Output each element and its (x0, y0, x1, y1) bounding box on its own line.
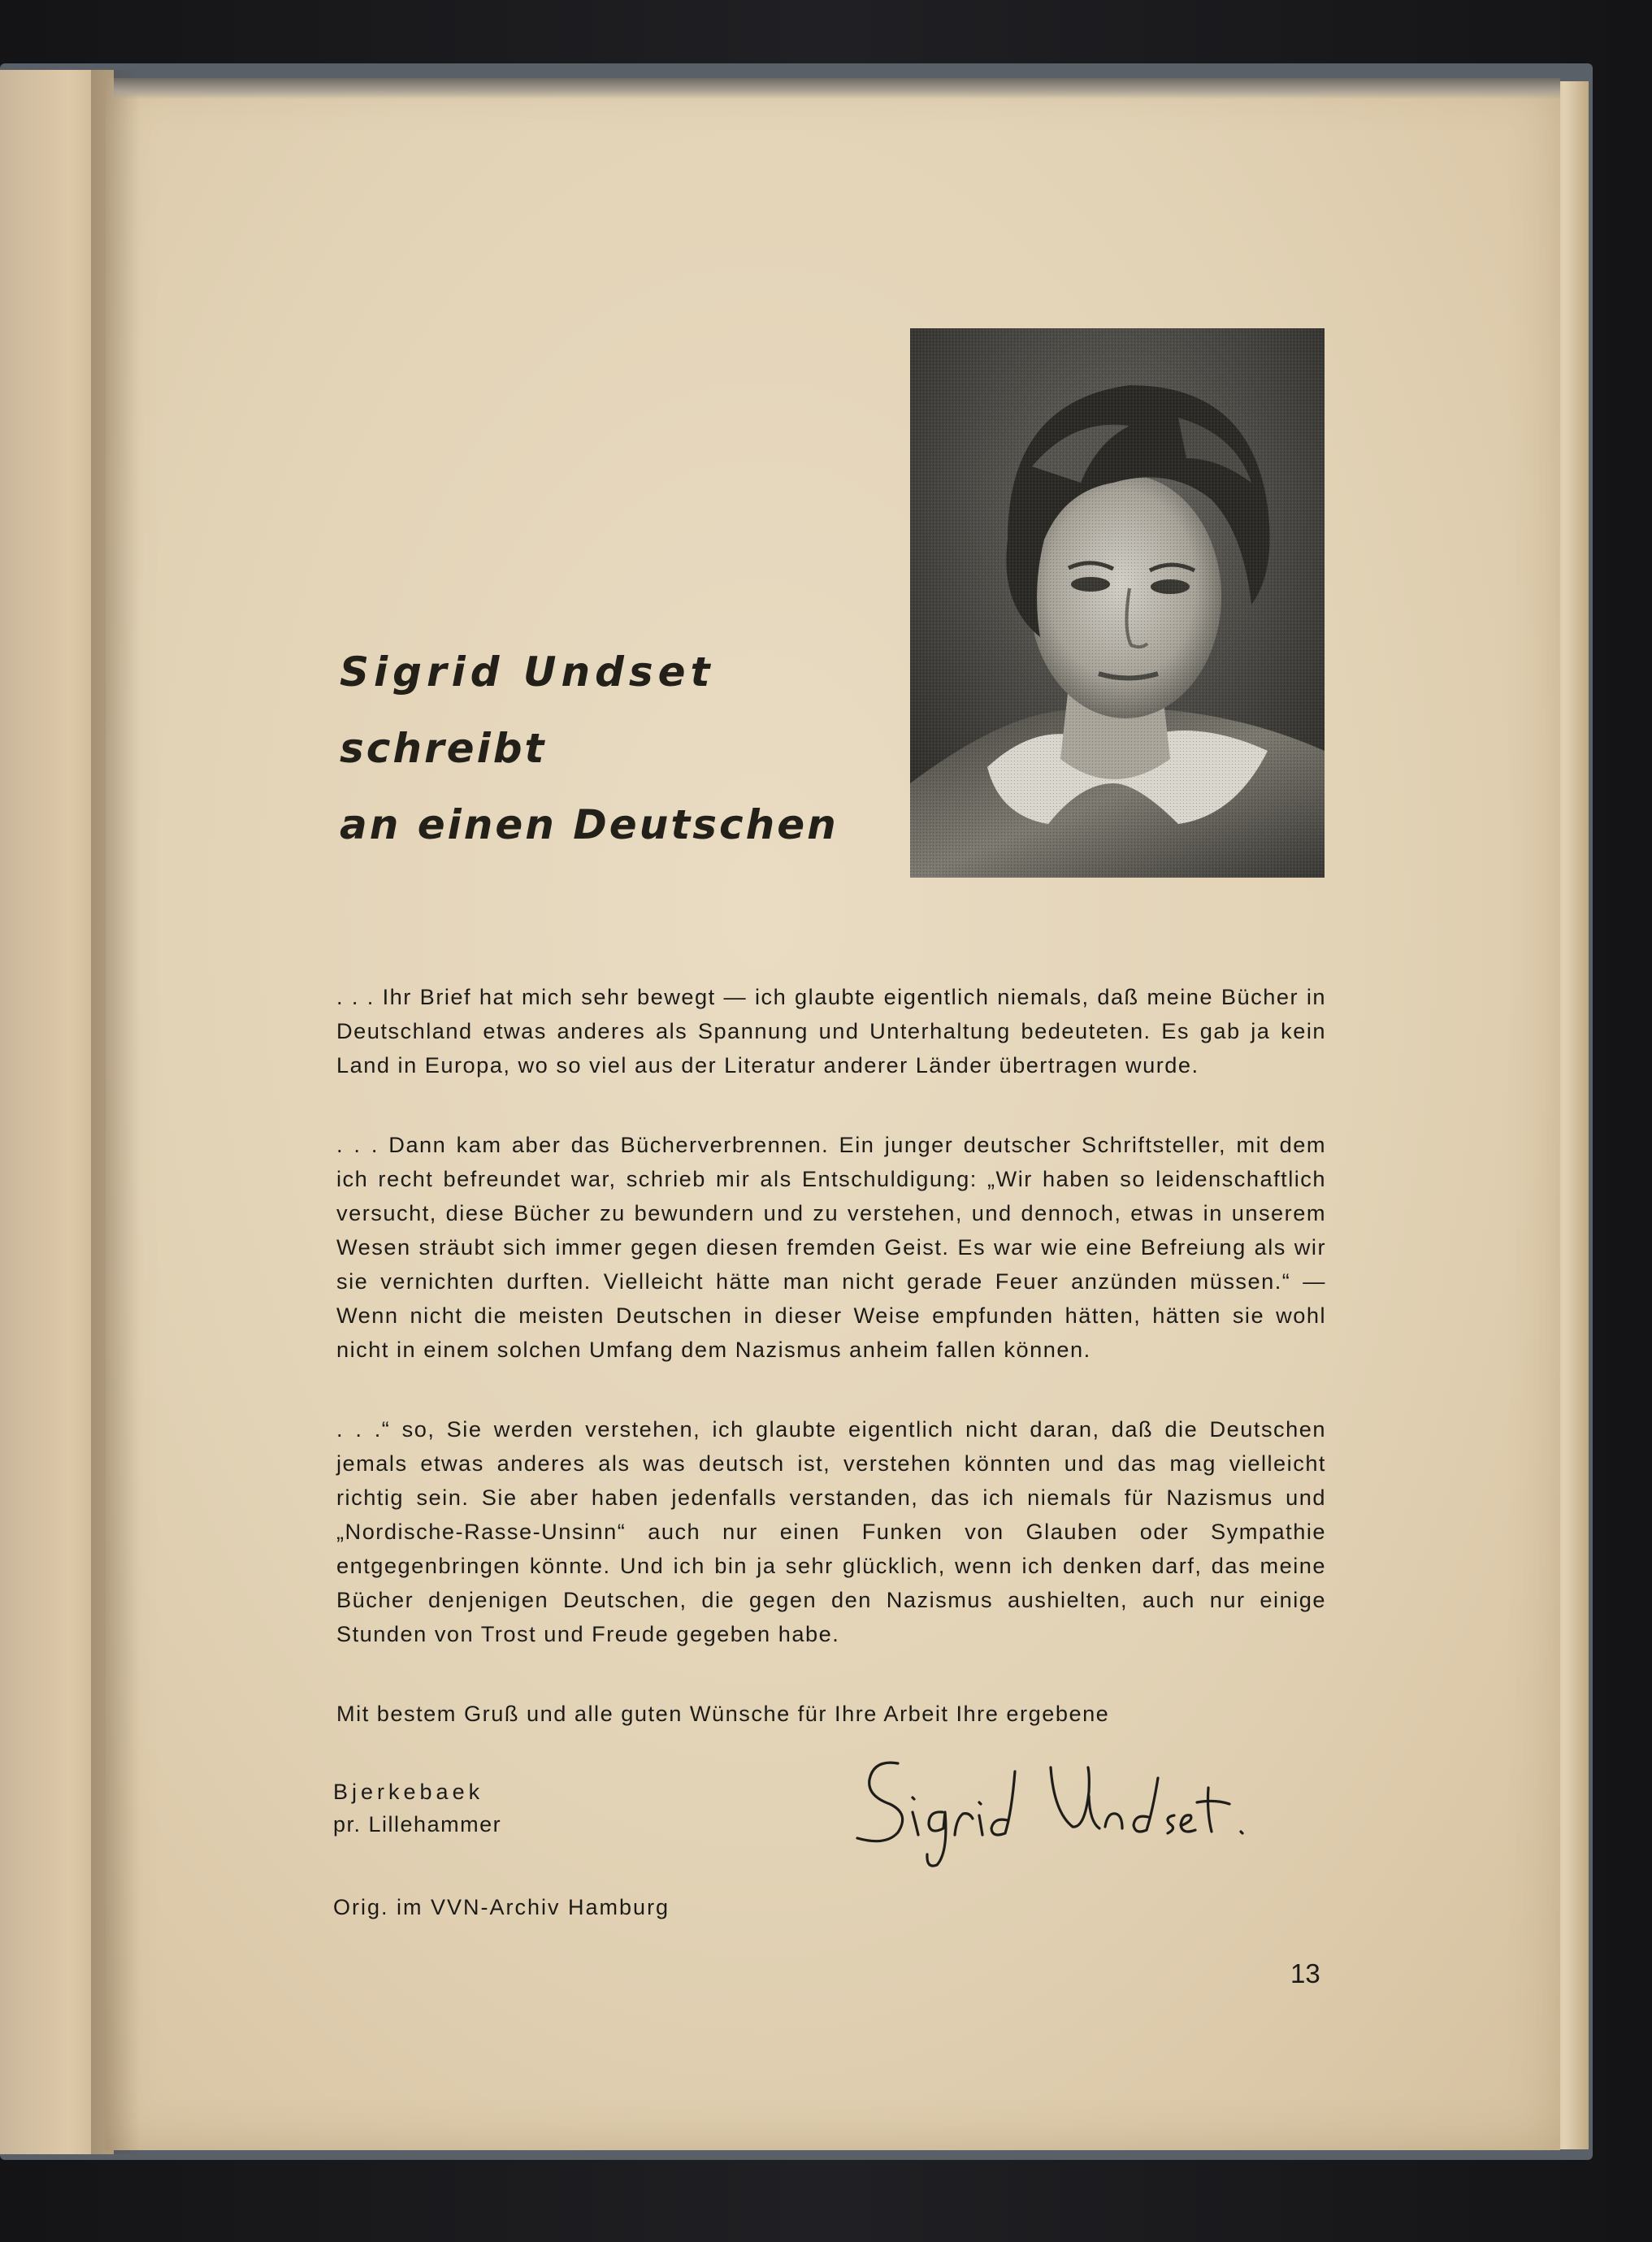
portrait-image (910, 328, 1325, 878)
source-note: Orig. im VVN-Archiv Hamburg (333, 1895, 670, 1919)
top-page-edge (114, 78, 1560, 99)
letter-paragraph-1: . . . Ihr Brief hat mich sehr bewegt — ich glaubte eigentlich niemals, daß meine Bücher in Deutschland etwas anderes als Spannung und Unterhaltung bedeuteten. Es gab ja kein Land in Europa, wo so viel aus der Literatur anderer Länder übertragen wurde. (336, 984, 1326, 1078)
letter-paragraph-2: . . . Dann kam aber das Bücherverbrennen. Ein junger deutscher Schriftsteller, mit dem ich recht befreundet war, schrieb mir als Entschuldigung: „Wir haben so leidenschaftlich versucht, diese Bücher zu bewundern und zu verstehen, und dennoch, etwas in unserem Wesen sträubt sich immer gegen diesen fremden Geist. Es war wie eine Befreiung als wir sie vernichten durften. Vielleicht hätte man nicht gerade Feuer anzünden müssen.“ — Wenn nicht die meisten Deutschen in dieser Weise empfunden hätten, hätten sie wohl nicht in einem solchen Umfang dem Nazismus anheim fallen können. (336, 1132, 1326, 1362)
portrait-photo (910, 328, 1325, 878)
letter-paragraph-3: . . .“ so, Sie werden verstehen, ich glaubte eigentlich nicht daran, daß die Deutschen jemals etwas anderes als was deutsch ist, verstehen könnten und das mag vielleicht richtig sein. Sie aber haben jedenfalls verstanden, das ich niemals für Nazismus und „Nordische-Rasse-Unsinn“ auch nur einen Funken von Glauben oder Sympathie entgegenbringen könnte. Und ich bin ja sehr glücklich, wenn ich denken darf, das meine Bücher denjenigen Deutschen, die gegen den Nazismus aushielten, auch nur einige Stunden von Trost und Freude gegeben habe. (336, 1416, 1326, 1646)
place-name: Bjerkebaek (333, 1780, 484, 1804)
title-name: Sigrid Undset (340, 648, 715, 696)
title-verb: schreibt (340, 725, 547, 772)
gutter-shadow (91, 70, 140, 2154)
signature-drawing (841, 1747, 1264, 1869)
handwritten-signature (841, 1747, 1264, 1869)
title-recipient: an einen Deutschen (340, 801, 839, 848)
page (106, 78, 1560, 2150)
page-number: 13 (1290, 1958, 1320, 1988)
place-region: pr. Lillehammer (333, 1812, 502, 1837)
letter-closing: Mit bestem Gruß und alle guten Wünsche für Ihre Arbeit Ihre ergebene (336, 1701, 1110, 1726)
